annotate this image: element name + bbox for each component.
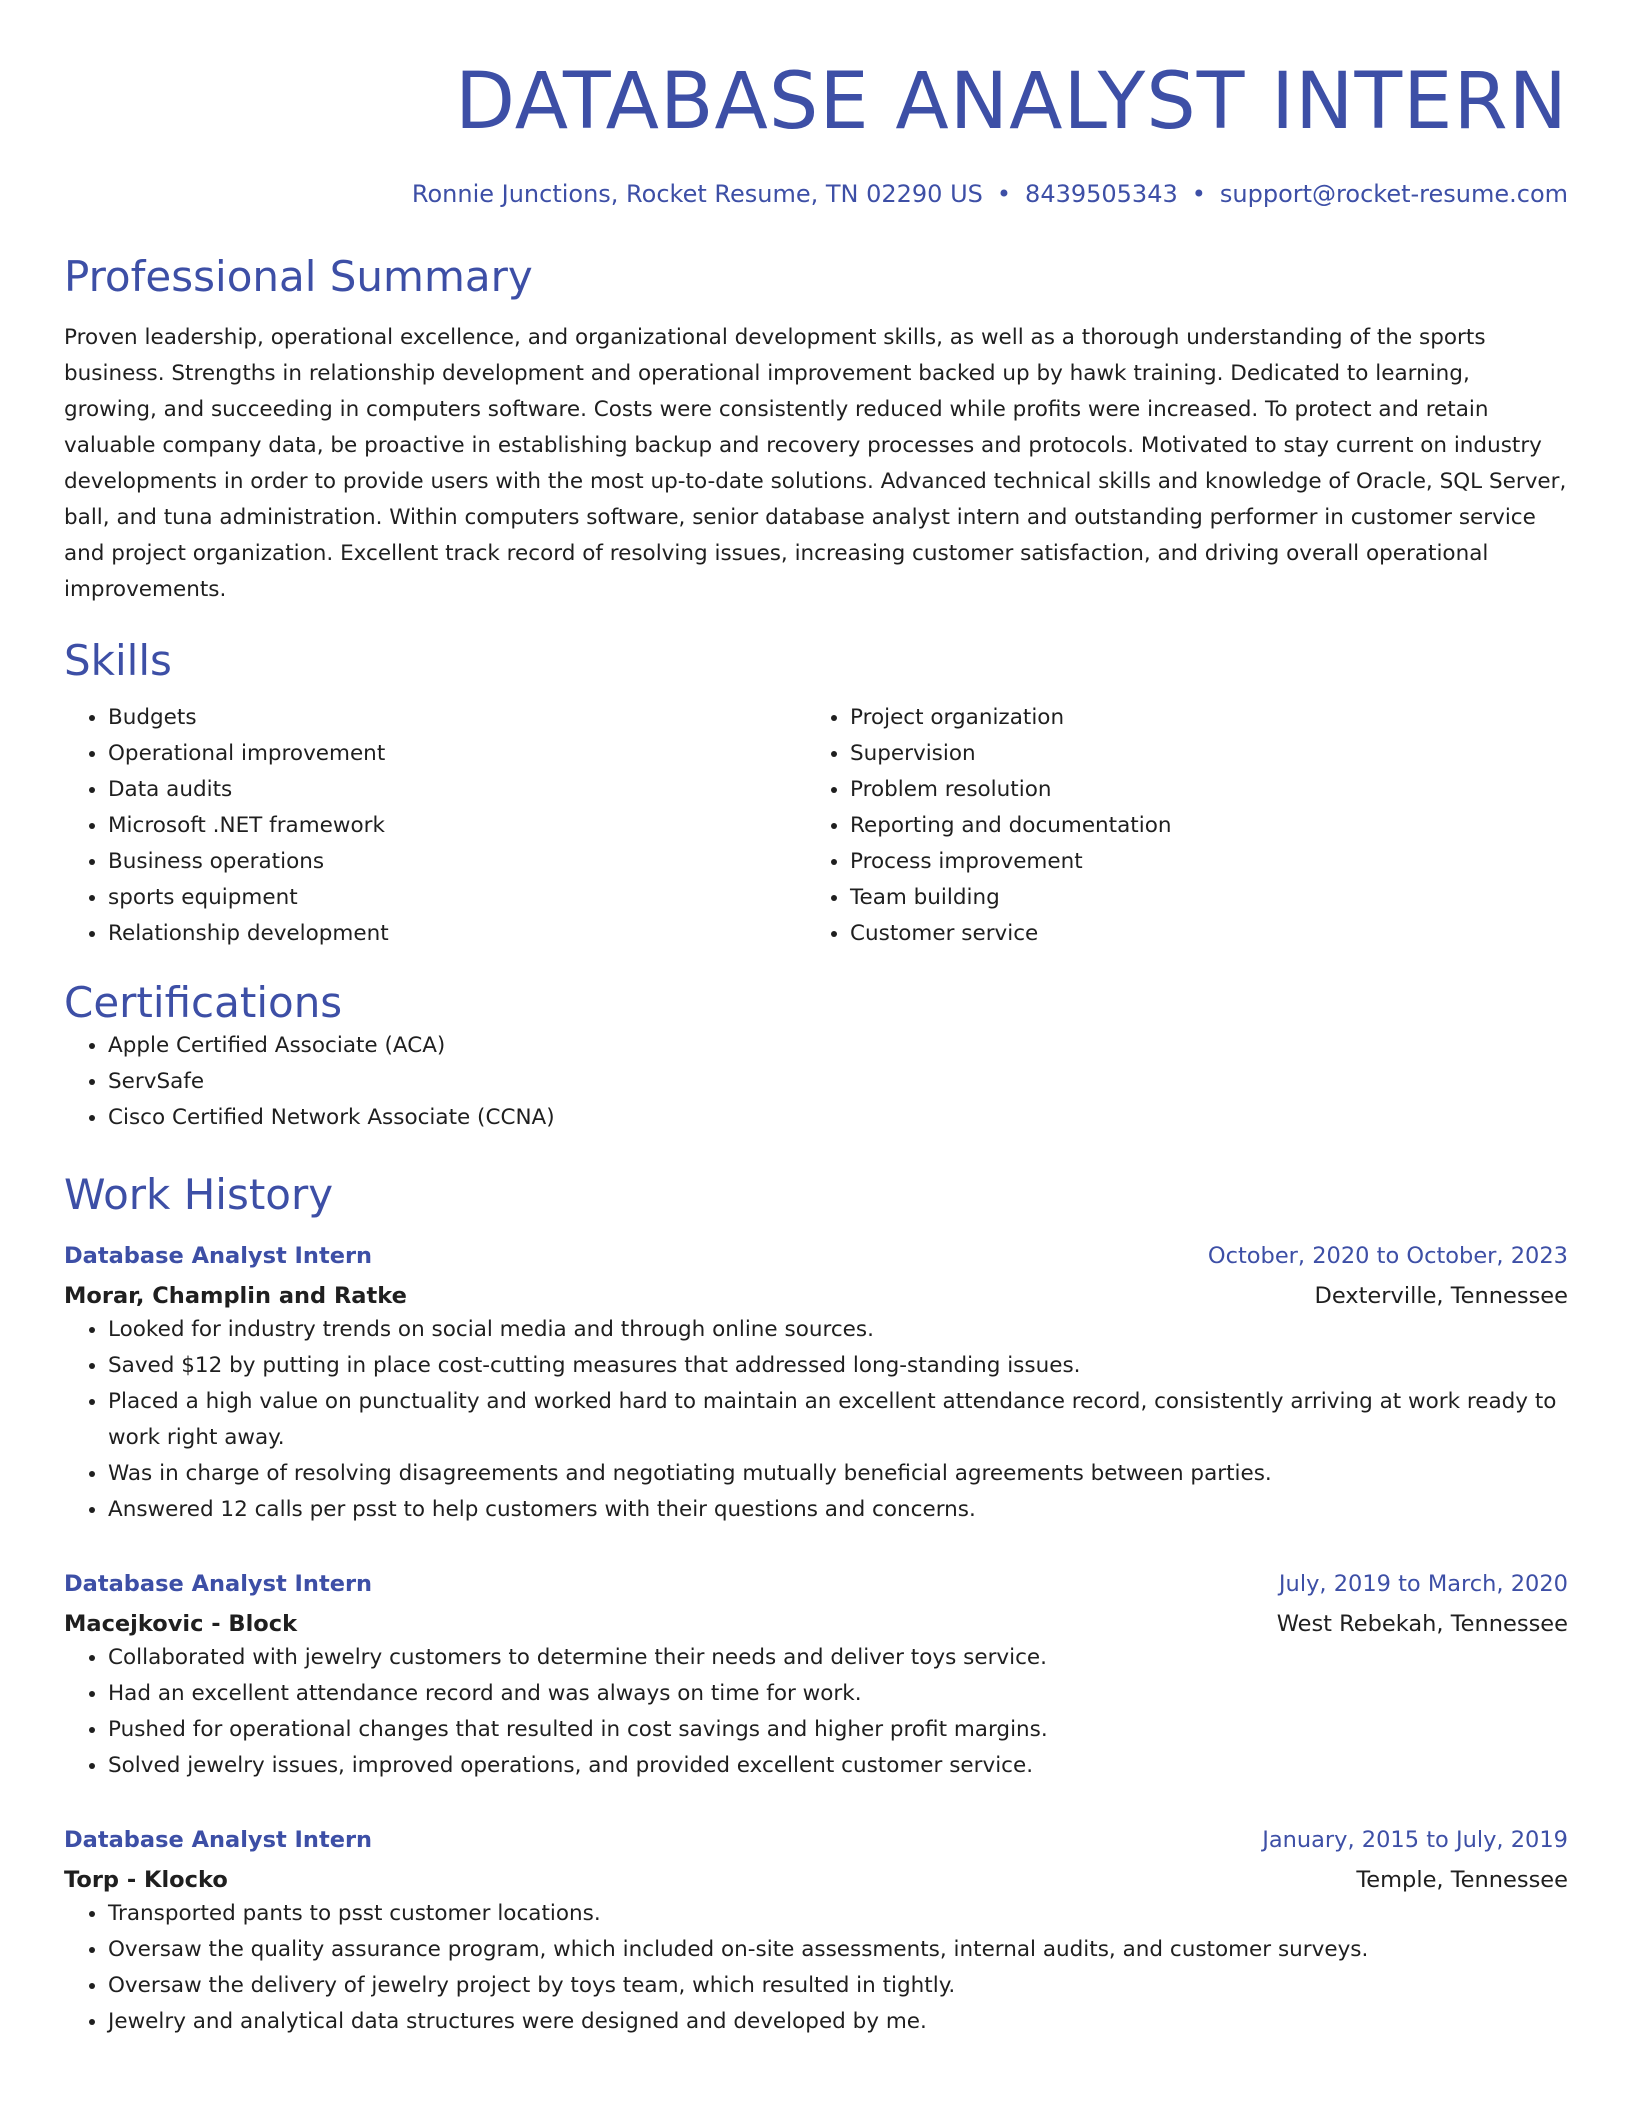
- skill-item: • Data audits: [108, 772, 806, 808]
- skills-list-left: [64, 700, 806, 952]
- job-company-row: [64, 1856, 1568, 1896]
- job-duty: • Placed a high value on punctuality and worked hard to maintain an excellent attendance record, consistently arriving at work ready to work right away.: [108, 1384, 1568, 1456]
- resume-title: DATABASE ANALYST INTERN: [455, 57, 1568, 147]
- job-duty: • Solved jewelry issues, improved operations, and provided excellent customer service.: [108, 1748, 1568, 1784]
- job-company: Morar, Champlin and Ratke: [64, 1283, 407, 1309]
- skill-item: • Supervision: [850, 736, 1548, 772]
- job-dates: October, 2020 to October, 2023: [1207, 1243, 1568, 1269]
- job-location: Temple, Tennessee: [1356, 1867, 1568, 1893]
- skill-item: • Relationship development: [108, 916, 806, 952]
- skill-item: • Project organization: [850, 700, 1548, 736]
- skill-item: • Budgets: [108, 700, 806, 736]
- work-history-heading: Work History: [64, 1170, 334, 1219]
- skill-item: • Problem resolution: [850, 772, 1548, 808]
- job-duty: • Transported pants to psst customer locations.: [108, 1896, 1568, 1932]
- job-role: Database Analyst Intern: [64, 1243, 373, 1269]
- job-duty: • Collaborated with jewelry customers to determine their needs and deliver toys service.: [108, 1640, 1568, 1676]
- contact-phone: 8439505343: [1025, 180, 1178, 208]
- job-location: Dexterville, Tennessee: [1314, 1283, 1568, 1309]
- job-duty: • Jewelry and analytical data structures were designed and developed by me.: [108, 2004, 1568, 2040]
- skill-item: • Operational improvement: [108, 736, 806, 772]
- summary-heading: Professional Summary: [64, 252, 533, 301]
- skill-item: • Customer service: [850, 916, 1548, 952]
- job-location: West Rebekah, Tennessee: [1276, 1611, 1568, 1637]
- job-dates: July, 2019 to March, 2020: [1278, 1571, 1568, 1597]
- contact-line: [64, 178, 1568, 210]
- skills-heading: Skills: [64, 636, 172, 685]
- contact-address: Ronnie Junctions, Rocket Resume, TN 02290 US: [411, 180, 983, 208]
- job-company: Macejkovic - Block: [64, 1611, 298, 1637]
- contact-email[interactable]: support@rocket-resume.com: [1219, 180, 1568, 208]
- resume-page: [64, 0, 1568, 2040]
- job-duties-list: [64, 1312, 1568, 1528]
- skill-item: • Microsoft .NET framework: [108, 808, 806, 844]
- job-entry: [64, 1568, 1568, 1784]
- skill-item: • Reporting and documentation: [850, 808, 1548, 844]
- skills-column-left: [64, 700, 806, 952]
- job-role: Database Analyst Intern: [64, 1827, 373, 1853]
- job-company-row: [64, 1272, 1568, 1312]
- certification-item: • Apple Certified Associate (ACA): [108, 1028, 1568, 1064]
- job-duty: • Looked for industry trends on social media and through online sources.: [108, 1312, 1568, 1348]
- job-header-row: [64, 1568, 1568, 1600]
- job-entry: [64, 1240, 1568, 1528]
- skill-item: • Process improvement: [850, 844, 1548, 880]
- certification-item: • ServSafe: [108, 1064, 1568, 1100]
- skill-item: • Business operations: [108, 844, 806, 880]
- job-duties-list: [64, 1896, 1568, 2040]
- job-duty: • Answered 12 calls per psst to help customers with their questions and concerns.: [108, 1492, 1568, 1528]
- job-header-row: [64, 1824, 1568, 1856]
- skill-item: • Team building: [850, 880, 1548, 916]
- contact-separator: •: [996, 180, 1012, 208]
- skills-list-right: [806, 700, 1548, 952]
- skill-item: • sports equipment: [108, 880, 806, 916]
- job-role: Database Analyst Intern: [64, 1571, 373, 1597]
- job-entry: [64, 1824, 1568, 2040]
- job-duties-list: [64, 1640, 1568, 1784]
- job-duty: • Was in charge of resolving disagreements and negotiating mutually beneficial agreements between parties.: [108, 1456, 1568, 1492]
- job-duty: • Oversaw the delivery of jewelry project by toys team, which resulted in tightly.: [108, 1968, 1568, 2004]
- contact-separator: •: [1191, 180, 1206, 208]
- job-dates: January, 2015 to July, 2019: [1262, 1827, 1568, 1853]
- skills-column-right: [806, 700, 1548, 952]
- job-company: Torp - Klocko: [64, 1867, 228, 1893]
- job-company-row: [64, 1600, 1568, 1640]
- job-header-row: [64, 1240, 1568, 1272]
- job-duty: • Pushed for operational changes that resulted in cost savings and higher profit margins.: [108, 1712, 1568, 1748]
- summary-text: Proven leadership, operational excellence, and organizational development skills, as well as a thorough understanding of the sports business. Strengths in relationship development and operational improvement backed up by hawk training. Dedicated to learning, growing, and succeeding in computers software. Costs were consistently reduced while profits were increased. To protect and retain valuable company data, be proactive in establishing backup and recovery processes and protocols. Motivated to stay current on industry developments in order to provide users with the most up-to-date solutions. Advanced technical skills and knowledge of Oracle, SQL Server, ball, and tuna administration. Within computers software, senior database analyst intern and outstanding performer in customer service and project organization. Excellent track record of resolving issues, increasing customer satisfaction, and driving overall operational improvements.: [64, 325, 1567, 602]
- job-duty: • Saved $12 by putting in place cost-cutting measures that addressed long-standing issues.: [108, 1348, 1568, 1384]
- job-duty: • Had an excellent attendance record and was always on time for work.: [108, 1676, 1568, 1712]
- certification-item: • Cisco Certified Network Associate (CCNA): [108, 1100, 1568, 1136]
- certifications-heading: Certifications: [64, 978, 343, 1027]
- job-duty: • Oversaw the quality assurance program, which included on-site assessments, internal audits, and customer surveys.: [108, 1932, 1568, 1968]
- certifications-list: [64, 1028, 1568, 1136]
- skills-grid: [64, 700, 1568, 952]
